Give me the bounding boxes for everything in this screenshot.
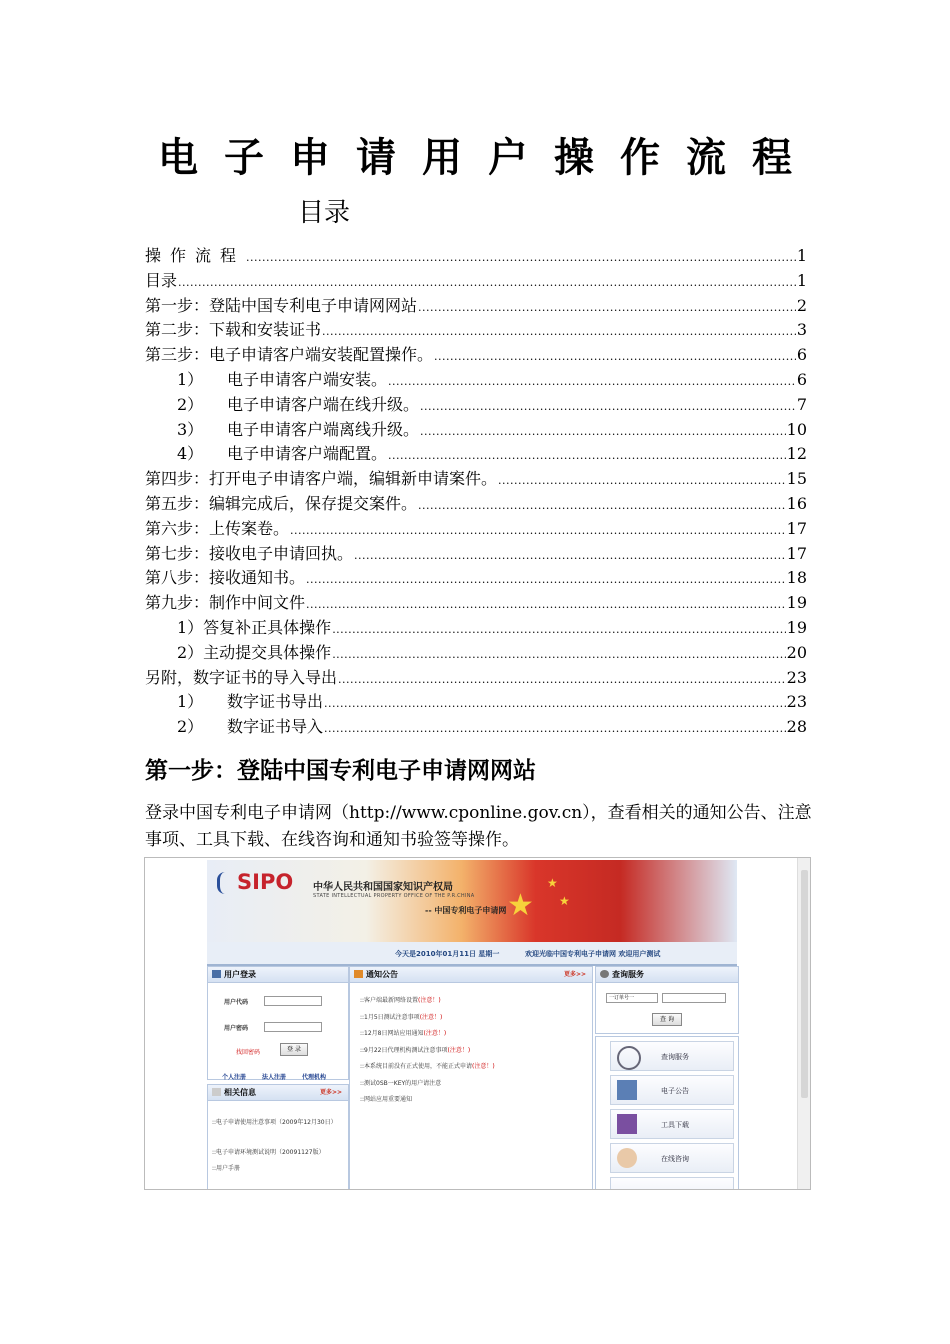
toc-entry-label: 电子申请客户端安装。 — [227, 369, 388, 389]
toc-entry[interactable] — [145, 616, 807, 641]
corp-register-link[interactable]: 法人注册 — [262, 1074, 287, 1081]
query-input[interactable] — [662, 993, 726, 1003]
toc-entry-label: 数字证书导出 — [227, 692, 324, 712]
related-title: 相关信息 — [224, 1088, 256, 1097]
notice-item[interactable] — [360, 1012, 442, 1021]
toc-dot-leader — [306, 593, 786, 618]
service-announcement[interactable]: 电子公告 — [610, 1075, 734, 1105]
toc-dot-leader — [420, 395, 796, 420]
notice-item[interactable] — [360, 995, 441, 1004]
notice-item[interactable] — [360, 1094, 412, 1103]
toc-dot-leader — [418, 494, 786, 519]
toc-dot-leader — [290, 519, 786, 544]
toc-entry-label: 另附，数字证书的导入导出 — [145, 667, 338, 687]
toc-entry-number: 4） — [177, 444, 204, 464]
toc-entry-label: 第一步：登陆中国专利电子申请网网站 — [145, 295, 418, 315]
website-screenshot — [144, 857, 811, 1190]
toc-entry-page: 17 — [786, 543, 807, 563]
notice-item[interactable] — [360, 1061, 495, 1070]
star-icon: ★ — [547, 876, 558, 890]
toc-entry-number: 2） — [177, 717, 204, 737]
toc-entry-label: 第二步：下载和安装证书 — [145, 320, 322, 340]
toc-dot-leader — [388, 444, 786, 469]
toc-entry-page: 19 — [786, 593, 807, 613]
magnifier-icon — [617, 1046, 641, 1070]
toc-entry[interactable] — [145, 368, 807, 393]
toc-entry[interactable] — [145, 442, 807, 467]
org-name-en: STATE INTELLECTUAL PROPERTY OFFICE OF THE P.R.CHINA — [313, 893, 475, 899]
toc-entry[interactable] — [145, 591, 807, 616]
toc-entry[interactable] — [145, 393, 807, 418]
document-title: 电子申请用户操作流程 — [158, 135, 818, 181]
notice-item-tag: (注意！) — [472, 1063, 495, 1070]
toc-entry-label: 1）答复补正具体操作 — [177, 617, 332, 637]
notice-item-text: ::测试0SB一KEY的用户请注意 — [360, 1079, 442, 1087]
toc-entry-page: 28 — [786, 717, 807, 737]
toc-entry[interactable] — [145, 343, 807, 368]
toc-entry-label: 2）主动提交具体操作 — [177, 642, 332, 662]
toc-dot-leader — [354, 544, 786, 569]
person-icon — [617, 1148, 637, 1168]
password-input[interactable] — [264, 1022, 322, 1032]
service-download[interactable]: 工具下载 — [610, 1109, 734, 1139]
toc-entry-label: 第六步：上传案卷。 — [145, 518, 290, 538]
notice-item-text: ::9月22日代理机构测试注意事项 — [360, 1046, 448, 1054]
intro-paragraph: 登录中国专利电子申请网（http://www.cponline.gov.cn），查看相关的通知公告、注意事项、工具下载、在线咨询和通知书验签等操作。 — [145, 803, 812, 850]
toc-dot-leader — [324, 717, 786, 742]
toc-dot-leader — [498, 469, 786, 494]
notice-item-tag: (注意！) — [418, 997, 441, 1004]
toc-entry[interactable] — [145, 294, 807, 319]
notice-item-tag: (注意！) — [423, 1030, 447, 1037]
toc-entry[interactable] — [145, 517, 807, 542]
forgot-password-link[interactable]: 找回密码 — [236, 1049, 261, 1056]
agency-link[interactable]: 代理机构 — [302, 1074, 327, 1081]
toc-entry[interactable] — [145, 318, 807, 343]
subsite-name: -- 中国专利电子申请网 — [425, 906, 507, 915]
notice-item[interactable] — [360, 1028, 446, 1037]
personal-register-link[interactable]: 个人注册 — [222, 1074, 247, 1081]
notice-item-text: ::1月5日测试注意事项 — [360, 1013, 420, 1021]
toc-entry-page: 23 — [786, 692, 807, 712]
related-info-box — [207, 1084, 349, 1190]
toc-entry-page: 23 — [786, 667, 807, 687]
notice-item-text: ::网站应用重要通知 — [360, 1096, 413, 1103]
toc-entry-label: 第八步：接收通知书。 — [145, 568, 306, 588]
toc-entry-page: 12 — [786, 444, 807, 464]
notice-more-link[interactable]: 更多>> — [563, 971, 586, 978]
toc-entry-label: 电子申请客户端离线升级。 — [227, 419, 420, 439]
login-title: 用户登录 — [224, 970, 256, 979]
toc-entry[interactable] — [145, 244, 807, 269]
toc-entry-label: 第七步：接收电子申请回执。 — [145, 543, 354, 563]
toc-dot-leader — [322, 320, 796, 345]
scrollbar[interactable] — [797, 858, 810, 1189]
toc-entry-number: 2） — [177, 394, 204, 414]
service-query[interactable]: 查询服务 — [610, 1041, 734, 1071]
toc-dot-leader — [434, 345, 796, 370]
doc-icon — [212, 1088, 221, 1096]
toc-entry[interactable] — [145, 418, 807, 443]
toc-entry-page: 17 — [786, 518, 807, 538]
related-item[interactable]: ::用户手册 — [212, 1165, 241, 1172]
table-of-contents — [145, 244, 807, 740]
toc-entry[interactable] — [145, 566, 807, 591]
notice-box — [349, 966, 593, 1190]
toc-entry-page: 10 — [786, 419, 807, 439]
toc-entry-page: 15 — [786, 469, 807, 489]
toc-entry-label: 目录 — [145, 270, 178, 290]
toc-entry-label: 电子申请客户端在线升级。 — [227, 394, 420, 414]
pwd-label: 用户密码 — [224, 1025, 249, 1032]
service-consult[interactable]: 在线咨询 — [610, 1143, 734, 1173]
search-icon — [600, 970, 609, 978]
toc-dot-leader — [418, 296, 796, 321]
toc-entry-page: 6 — [796, 369, 807, 389]
toc-dot-leader — [306, 568, 786, 593]
org-name-cn: 中华人民共和国国家知识产权局 — [313, 882, 453, 893]
related-more-link[interactable]: 更多>> — [319, 1089, 342, 1096]
toc-entry-page: 3 — [796, 320, 807, 340]
toc-entry-number: 3） — [177, 419, 204, 439]
monitor-icon — [212, 970, 221, 978]
scrollbar-thumb[interactable] — [801, 870, 808, 1098]
toc-entry-label: 操作流程 — [145, 246, 246, 265]
toc-entry-page: 16 — [786, 493, 807, 513]
toc-dot-leader — [338, 668, 786, 693]
toc-entry[interactable] — [145, 666, 807, 691]
toc-entry-page: 6 — [796, 345, 807, 365]
service-more[interactable] — [610, 1177, 734, 1190]
toc-entry-page: 20 — [786, 642, 807, 662]
toc-entry-label: 数字证书导入 — [227, 717, 324, 737]
sipo-logo: SIPO — [237, 870, 294, 894]
toc-dot-leader — [178, 271, 796, 296]
login-box — [207, 966, 349, 1080]
user-code-input[interactable] — [264, 996, 322, 1006]
toc-dot-leader — [324, 692, 786, 717]
query-title: 查询服务 — [612, 970, 644, 979]
toc-heading: 目录 — [298, 198, 351, 228]
date-bar — [207, 942, 737, 966]
sipo-emblem-icon — [217, 872, 236, 894]
services-box — [595, 1036, 739, 1190]
notice-item-text: ::本系统目前没有正式使用，不能正式申请 — [360, 1063, 473, 1070]
site-banner — [207, 860, 737, 942]
notice-title: 通知公告 — [366, 970, 398, 979]
toc-entry[interactable] — [145, 467, 807, 492]
toc-dot-leader — [388, 370, 796, 395]
toc-dot-leader — [420, 420, 786, 445]
star-icon: ★ — [507, 888, 534, 923]
section-heading: 第一步：登陆中国专利电子申请网网站 — [145, 758, 536, 784]
notice-item-tag: (注意！) — [419, 1013, 443, 1021]
notice-item[interactable] — [360, 1078, 441, 1087]
notice-item[interactable] — [360, 1045, 470, 1054]
date-text: 今天是2010年01月11日 星期一 — [395, 950, 500, 958]
toc-entry[interactable] — [145, 542, 807, 567]
order-select[interactable]: 一订单号一 — [606, 993, 658, 1003]
notice-icon — [354, 970, 363, 978]
login-button[interactable]: 登 录 — [280, 1043, 308, 1056]
related-item[interactable]: ::电子申请环境测试说明（20091127版） — [212, 1149, 325, 1156]
toc-entry[interactable] — [145, 492, 807, 517]
toc-entry-label: 第四步：打开电子申请客户端，编辑新申请案件。 — [145, 469, 498, 489]
monitor-icon — [617, 1080, 637, 1100]
query-box — [595, 966, 739, 1034]
toc-entry[interactable] — [145, 641, 807, 666]
toc-entry-page: 7 — [796, 394, 807, 414]
toc-dot-leader — [332, 643, 785, 668]
notice-item-text: ::12月8日网站应用通知 — [360, 1030, 424, 1037]
user-label: 用户代码 — [224, 999, 249, 1006]
notice-item-text: ::客户端最新网络设置 — [360, 997, 419, 1004]
toc-dot-leader — [246, 246, 796, 271]
toc-entry-page: 2 — [796, 295, 807, 315]
query-button[interactable]: 查 询 — [652, 1013, 682, 1026]
sipo-homepage — [207, 860, 737, 1188]
toc-dot-leader — [332, 618, 785, 643]
notice-item-tag: (注意！) — [447, 1046, 471, 1054]
related-item[interactable]: ::电子申请使用注意事项（2009年12月30日） — [212, 1119, 337, 1126]
toc-entry-label: 第九步：制作中间文件 — [145, 593, 306, 613]
toc-entry-page: 18 — [786, 568, 807, 588]
books-icon — [617, 1114, 637, 1134]
toc-entry-number: 1） — [177, 692, 204, 712]
toc-entry-label: 第三步：电子申请客户端安装配置操作。 — [145, 345, 434, 365]
toc-entry-page: 1 — [796, 270, 807, 290]
toc-entry[interactable] — [145, 715, 807, 740]
toc-entry[interactable] — [145, 690, 807, 715]
toc-entry-number: 1） — [177, 369, 204, 389]
toc-entry-label: 第五步：编辑完成后，保存提交案件。 — [145, 493, 418, 513]
toc-entry-label: 电子申请客户端配置。 — [227, 444, 388, 464]
toc-entry-page: 1 — [796, 246, 807, 265]
toc-entry-page: 19 — [786, 617, 807, 637]
toc-entry[interactable] — [145, 269, 807, 294]
welcome-text: 欢迎光临中国专利电子申请网 欢迎用户测试 — [525, 950, 661, 958]
star-icon: ★ — [559, 894, 570, 908]
